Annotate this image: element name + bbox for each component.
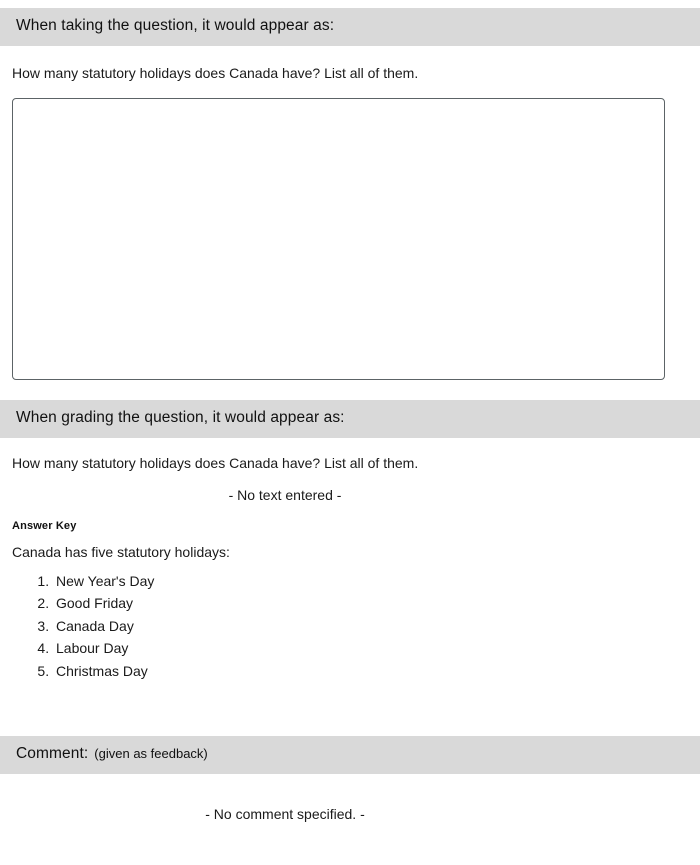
taking-section bbox=[0, 8, 700, 380]
taking-section-header bbox=[0, 8, 700, 46]
taking-section-body bbox=[0, 46, 700, 381]
answer-key-bottom-spacer bbox=[12, 682, 688, 736]
grading-section bbox=[0, 400, 700, 736]
no-comment-note: - No comment specified. - bbox=[205, 806, 365, 823]
comment-section bbox=[0, 736, 700, 822]
list-item: 4. Labour Day bbox=[53, 637, 688, 660]
comment-section-header bbox=[0, 736, 700, 774]
taking-section-title: When taking the question, it would appear as: bbox=[16, 17, 335, 34]
section-spacer-1 bbox=[0, 380, 700, 400]
list-item: 3. Canada Day bbox=[53, 615, 688, 638]
answer-key-intro-text: Canada has five statutory holidays: bbox=[12, 543, 230, 560]
comment-section-title: Comment: bbox=[16, 745, 89, 763]
top-spacer bbox=[0, 0, 700, 8]
no-text-entered-note: - No text entered - bbox=[228, 486, 342, 503]
grading-section-title: When grading the question, it would appear as: bbox=[16, 409, 345, 427]
list-item: 2. Good Friday bbox=[53, 592, 688, 615]
answer-key-label: Answer Key bbox=[12, 519, 77, 532]
grading-section-body bbox=[0, 438, 700, 736]
comment-section-body bbox=[0, 774, 700, 822]
list-item: 1. New Year's Day bbox=[53, 570, 688, 593]
student-answer-textarea[interactable] bbox=[12, 98, 665, 380]
list-item: 5. Christmas Day bbox=[53, 660, 688, 683]
grading-section-header bbox=[0, 400, 700, 438]
grading-question-text: How many statutory holidays does Canada have? List all of them. bbox=[12, 455, 419, 472]
comment-section-subtitle: (given as feedback) bbox=[94, 746, 208, 762]
taking-question-text: How many statutory holidays does Canada have? List all of them. bbox=[12, 64, 419, 81]
answer-key-list bbox=[12, 560, 688, 683]
